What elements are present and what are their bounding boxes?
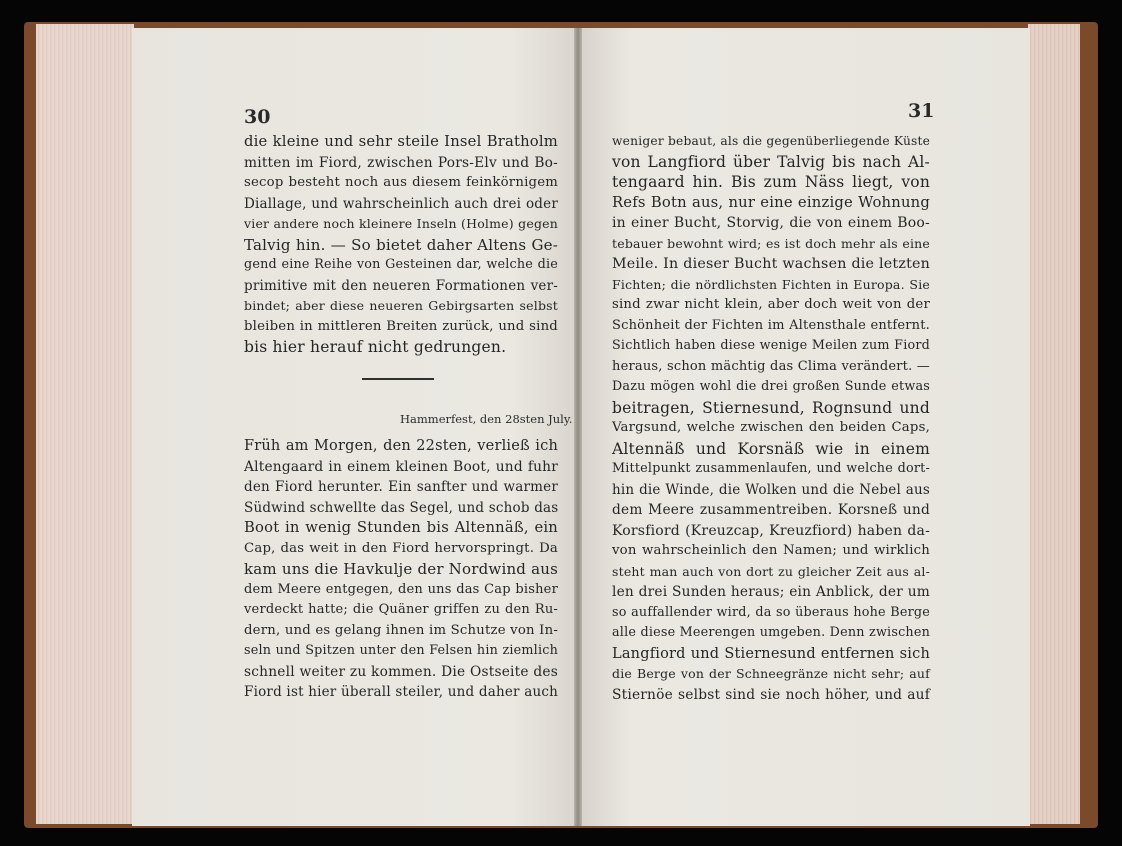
text-line: die Berge von der Schneegränze nicht sehr; auf bbox=[612, 666, 930, 681]
text-line: dern, und es gelang ihnen im Schutze von In- bbox=[244, 622, 558, 638]
text-line: bindet; aber diese neueren Gebirgsarten selbst bbox=[244, 298, 558, 313]
text-line: Boot in wenig Stunden bis Altennäß, ein bbox=[244, 519, 558, 536]
text-line: vier andere noch kleinere Inseln (Holme) gegen bbox=[244, 216, 558, 231]
text-line: schnell weiter zu kommen. Die Ostseite des bbox=[244, 663, 558, 680]
text-line: beitragen, Stiernesund, Rognsund und bbox=[612, 398, 930, 417]
text-line: primitive mit den neueren Formationen ver- bbox=[244, 277, 558, 294]
text-line: Altengaard in einem kleinen Boot, und fuhr bbox=[244, 458, 558, 475]
text-line: Sichtlich haben diese wenige Meilen zum Fiord bbox=[612, 338, 930, 353]
text-line: Früh am Morgen, den 22sten, verließ ich bbox=[244, 438, 558, 454]
text-line: bis hier herauf nicht gedrungen. bbox=[244, 338, 507, 356]
text-line: Stiernöe selbst sind sie noch höher, und auf bbox=[612, 686, 930, 703]
right-page-edges bbox=[1028, 24, 1080, 824]
text-line: tengaard hin. Bis zum Näss liegt, von bbox=[612, 173, 930, 191]
text-line: den Fiord herunter. Ein sanfter und warmer bbox=[244, 479, 558, 495]
text-line: Talvig hin. — So bietet daher Altens Ge- bbox=[244, 235, 558, 254]
left-paragraph-2 bbox=[244, 436, 558, 703]
text-line: in einer Bucht, Storvig, die von einem Boo- bbox=[612, 215, 930, 231]
text-line: Südwind schwellte das Segel, und schob das bbox=[244, 499, 559, 516]
text-line: Fiord ist hier überall steiler, und daher auch bbox=[244, 684, 558, 700]
text-line: hin die Winde, die Wolken und die Nebel aus bbox=[612, 481, 930, 498]
text-line: gend eine Reihe von Gesteinen dar, welche die bbox=[244, 257, 558, 272]
text-line: tebauer bewohnt wird; es ist doch mehr als eine bbox=[612, 235, 930, 251]
text-line: Langfiord und Stiernesund entfernen sich bbox=[612, 645, 930, 662]
text-line: die kleine und sehr steile Insel Bratholm bbox=[244, 133, 558, 150]
text-line: von wahrscheinlich den Namen; und wirklich bbox=[612, 543, 930, 558]
text-line: verdeckt hatte; die Quäner griffen zu den Ru- bbox=[244, 602, 558, 617]
text-line: weniger bebaut, als die gegenüberliegende Küste bbox=[612, 134, 931, 148]
page-number-right: 31 bbox=[908, 100, 935, 122]
text-line: dem Meere entgegen, den uns das Cap bisher bbox=[244, 581, 558, 597]
text-line: dem Meere zusammentreiben. Korsneß und bbox=[612, 502, 930, 518]
text-line: mitten im Fiord, zwischen Pors-Elv und Bo- bbox=[244, 154, 558, 171]
text-line: von Langfiord über Talvig bis nach Al- bbox=[612, 152, 930, 171]
text-line: bleiben in mittleren Breiten zurück, und sind bbox=[244, 318, 558, 334]
text-line: alle diese Meerengen umgeben. Denn zwischen bbox=[612, 625, 930, 640]
text-line: Diallage, und wahrscheinlich auch drei oder bbox=[244, 195, 558, 212]
text-line: Korsfiord (Kreuzcap, Kreuzfiord) haben da- bbox=[612, 522, 930, 539]
right-page-text bbox=[612, 131, 930, 705]
text-line: sind zwar nicht klein, aber doch weit von der bbox=[612, 297, 930, 312]
text-line: Vargsund, welche zwischen den beiden Caps, bbox=[612, 420, 930, 435]
book-gutter bbox=[574, 28, 582, 826]
text-line: so auffallender wird, da so überaus hohe Berge bbox=[612, 604, 930, 620]
text-line: steht man auch von dort zu gleicher Zeit aus al- bbox=[612, 563, 930, 579]
text-line: Fichten; die nördlichsten Fichten in Europa. Sie bbox=[612, 276, 930, 292]
text-line: Meile. In dieser Bucht wachsen die letzten bbox=[612, 256, 930, 272]
text-line: heraus, schon mächtig das Clima verändert. — bbox=[612, 358, 930, 374]
text-line: Schönheit der Fichten im Altensthale entfernt. bbox=[612, 317, 930, 333]
text-line: len drei Sunden heraus; ein Anblick, der um bbox=[612, 584, 930, 600]
page-number-left: 30 bbox=[244, 106, 271, 128]
section-divider bbox=[362, 378, 434, 380]
text-line: Dazu mögen wohl die drei großen Sunde etwas bbox=[612, 379, 930, 394]
left-paragraph-1 bbox=[244, 132, 558, 358]
text-line: Mittelpunkt zusammenlaufen, und welche dort- bbox=[612, 461, 930, 476]
dateline: Hammerfest, den 28sten July. bbox=[400, 412, 573, 426]
text-line: Altennäß und Korsnäß wie in einem bbox=[612, 439, 930, 458]
text-line: Cap, das weit in den Fiord hervorspringt. Da bbox=[244, 540, 558, 556]
text-line: secop besteht noch aus diesem feinkörnigem bbox=[244, 175, 558, 190]
text-line: Refs Botn aus, nur eine einzige Wohnung bbox=[612, 193, 930, 211]
text-line: seln und Spitzen unter den Felsen hin ziemlich bbox=[244, 643, 558, 658]
left-page-edges bbox=[36, 24, 134, 824]
text-line: kam uns die Havkulje der Nordwind aus bbox=[244, 560, 558, 578]
